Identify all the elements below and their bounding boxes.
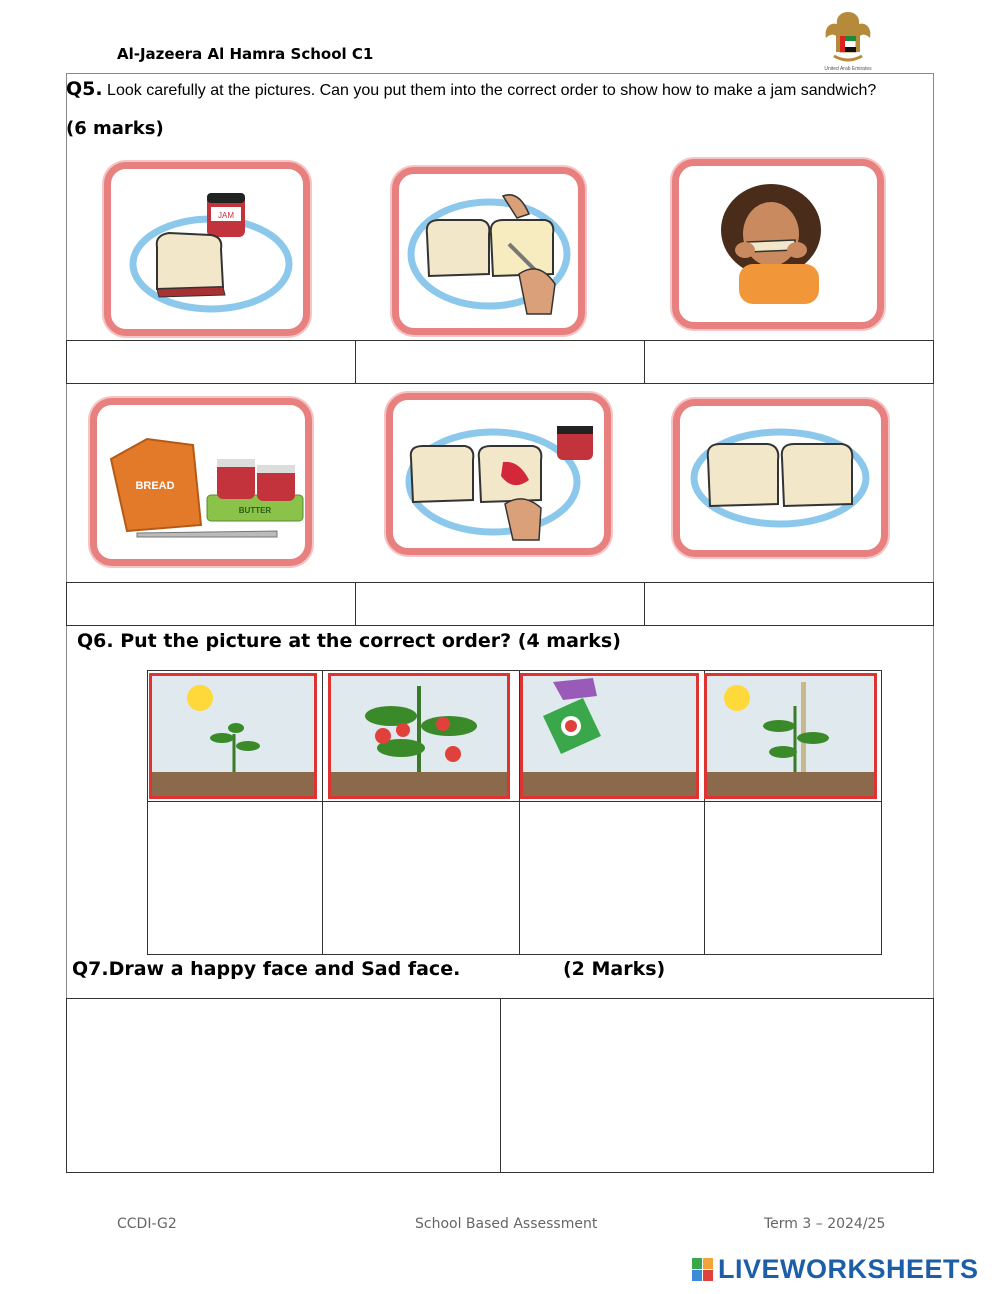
young-plant-image xyxy=(152,676,314,796)
picture-tomato-plant xyxy=(328,673,510,799)
q7-question: Q7.Draw a happy face and Sad face. xyxy=(72,958,461,980)
sad-face-box[interactable] xyxy=(501,999,934,1172)
liveworksheets-brand[interactable]: LIVEWORKSHEETS xyxy=(718,1254,979,1284)
footer-assessment: School Based Assessment xyxy=(415,1216,598,1232)
tomato-plant-image xyxy=(331,676,507,796)
uae-emblem-icon xyxy=(820,8,876,74)
answer-box[interactable] xyxy=(645,341,933,383)
footer-code: CCDI-G2 xyxy=(117,1216,177,1232)
q6-answer-box[interactable] xyxy=(323,802,520,954)
q5-text: Look carefully at the pictures. Can you put them into the correct order to show how to make a jam sandwich? xyxy=(107,82,877,99)
spreading-jam-image xyxy=(393,400,604,548)
picture-plant-with-stake xyxy=(704,673,877,799)
q5-answer-row-2 xyxy=(66,582,934,626)
plant-stake-image xyxy=(707,676,874,796)
q5-answer-row-1 xyxy=(66,340,934,384)
school-name: Al-Jazeera Al Hamra School C1 xyxy=(117,45,374,63)
q7-drawing-area xyxy=(66,998,934,1173)
answer-box[interactable] xyxy=(356,341,645,383)
q5-question xyxy=(66,78,876,100)
q5-number: Q5. xyxy=(66,78,103,100)
picture-sandwich-on-plate xyxy=(104,162,310,336)
answer-box[interactable] xyxy=(356,583,645,625)
ingredients-image xyxy=(97,405,305,559)
q7-marks: (2 Marks) xyxy=(563,958,666,980)
q6-answer-box[interactable] xyxy=(520,802,705,954)
picture-spreading-jam xyxy=(386,393,611,555)
picture-girl-eating-sandwich xyxy=(672,159,884,329)
q6-answer-box[interactable] xyxy=(705,802,881,954)
girl-eating-image xyxy=(679,166,877,322)
happy-face-box[interactable] xyxy=(67,999,501,1172)
jam-label: JAM xyxy=(218,211,234,220)
butter-label: BUTTER xyxy=(238,506,272,515)
answer-box[interactable] xyxy=(645,583,933,625)
liveworksheets-logo-icon xyxy=(692,1258,714,1282)
picture-two-bread-slices xyxy=(673,399,888,557)
picture-buttering-bread xyxy=(392,167,585,335)
q5-marks: (6 marks) xyxy=(66,118,164,139)
buttering-bread-image xyxy=(399,174,578,328)
emblem-caption: United Arab Emirates xyxy=(824,66,872,72)
answer-box[interactable] xyxy=(67,341,356,383)
answer-box[interactable] xyxy=(67,583,356,625)
bread-slices-image xyxy=(680,406,881,550)
bread-label: BREAD xyxy=(135,480,175,492)
q6-picture-grid xyxy=(147,670,882,955)
footer-term: Term 3 – 2024/25 xyxy=(764,1216,886,1232)
q6-answer-box[interactable] xyxy=(148,802,323,954)
sandwich-plate-image xyxy=(111,169,303,329)
picture-planting-seeds xyxy=(520,673,699,799)
picture-ingredients xyxy=(90,398,312,566)
q6-question: Q6. Put the picture at the correct order? (4 marks) xyxy=(77,630,621,652)
planting-seeds-image xyxy=(523,676,696,796)
picture-young-plant xyxy=(149,673,317,799)
